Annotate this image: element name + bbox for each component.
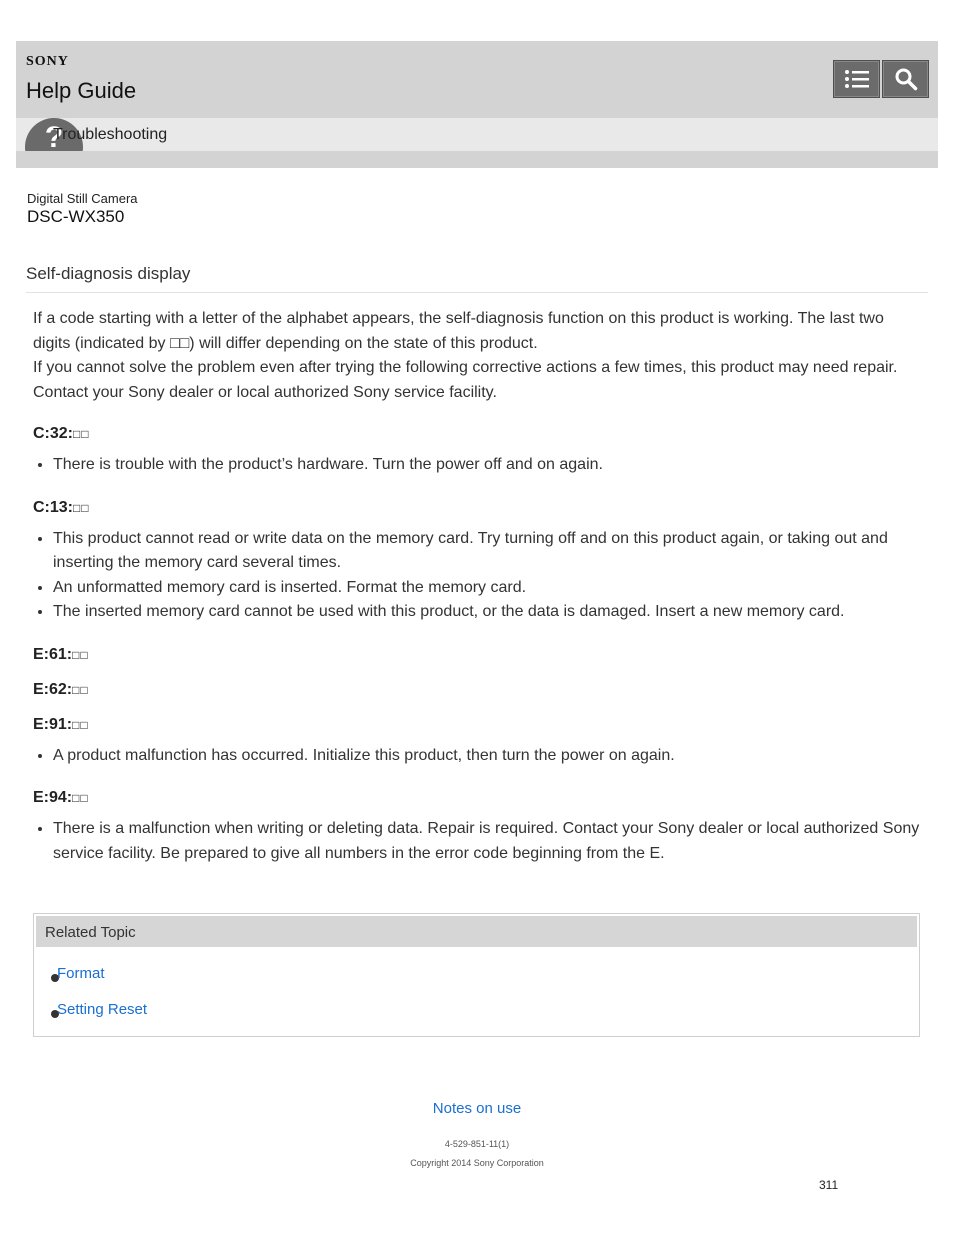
error-code-bullets (33, 744, 921, 769)
header (16, 41, 938, 168)
breadcrumb-troubleshooting[interactable]: Troubleshooting (53, 126, 168, 143)
article-body (33, 307, 921, 866)
error-code-heading: E:62:□□ (33, 680, 89, 698)
related-topic-box (33, 913, 920, 1037)
help-guide-title: Help Guide (26, 78, 137, 103)
intro-paragraph-2: If you cannot solve the problem even after trying the following corrective actions a few times, this product may need repair. Contact your Sony dealer or local authorized Sony service facility. (33, 359, 898, 401)
list-item: • There is a malfunction when writing or deleting data. Repair is required. Contact your Sony dealer or local authorized Sony service facility. Be prepared to give all numbers in the error code beginning from the E. (53, 817, 921, 866)
sony-logo: SONY (26, 54, 69, 69)
breadcrumb (16, 118, 938, 151)
error-code-heading: C:13:□□ (33, 498, 90, 516)
model-category: Digital Still Camera (27, 191, 138, 206)
related-link-format[interactable]: Format (57, 965, 105, 982)
search-button[interactable] (882, 60, 929, 98)
list-icon (844, 68, 870, 90)
page-number: 311 (819, 1178, 839, 1192)
title-divider (26, 292, 928, 293)
list-item: • The inserted memory card cannot be used with this product, or the data is damaged. Insert a new memory card. (53, 600, 921, 625)
error-code-heading: E:91:□□ (33, 715, 89, 733)
error-code-bullets (33, 453, 921, 478)
error-code-heading: E:61:□□ (33, 645, 89, 663)
error-code-bullets (33, 817, 921, 866)
list-item: • There is trouble with the product’s hardware. Turn the power off and on again. (53, 453, 921, 478)
list-item: • A product malfunction has occurred. Initialize this product, then turn the power on again. (53, 744, 921, 769)
page-title: Self-diagnosis display (26, 264, 191, 283)
intro-paragraph-1: If a code starting with a letter of the alphabet appears, the self-diagnosis function on this product is working. The last two digits (indicated by □□) will differ depending on the state of this product. (33, 310, 884, 352)
list-item: • This product cannot read or write data on the memory card. Try turning off and on this product again, or taking out and inserting the memory card several times. (53, 527, 921, 576)
error-code-heading: E:94:□□ (33, 789, 89, 806)
notes-on-use-link[interactable]: Notes on use (432, 1100, 522, 1117)
related-topic-heading: Related Topic (36, 916, 917, 947)
list-item: • An unformatted memory card is inserted. Format the memory card. (53, 576, 921, 601)
table-of-contents-button[interactable] (833, 60, 880, 98)
question-icon: ? (25, 118, 83, 151)
document-code: 4-529-851-11(1) (444, 1139, 510, 1149)
copyright: Copyright 2014 Sony Corporation (410, 1158, 544, 1168)
related-link-setting-reset[interactable]: Setting Reset (57, 1001, 148, 1018)
search-icon (894, 67, 918, 91)
error-code-heading: C:32:□□ (33, 425, 90, 442)
model-name: DSC-WX350 (27, 207, 125, 226)
error-code-bullets (33, 527, 921, 625)
header-buttons (831, 60, 929, 98)
